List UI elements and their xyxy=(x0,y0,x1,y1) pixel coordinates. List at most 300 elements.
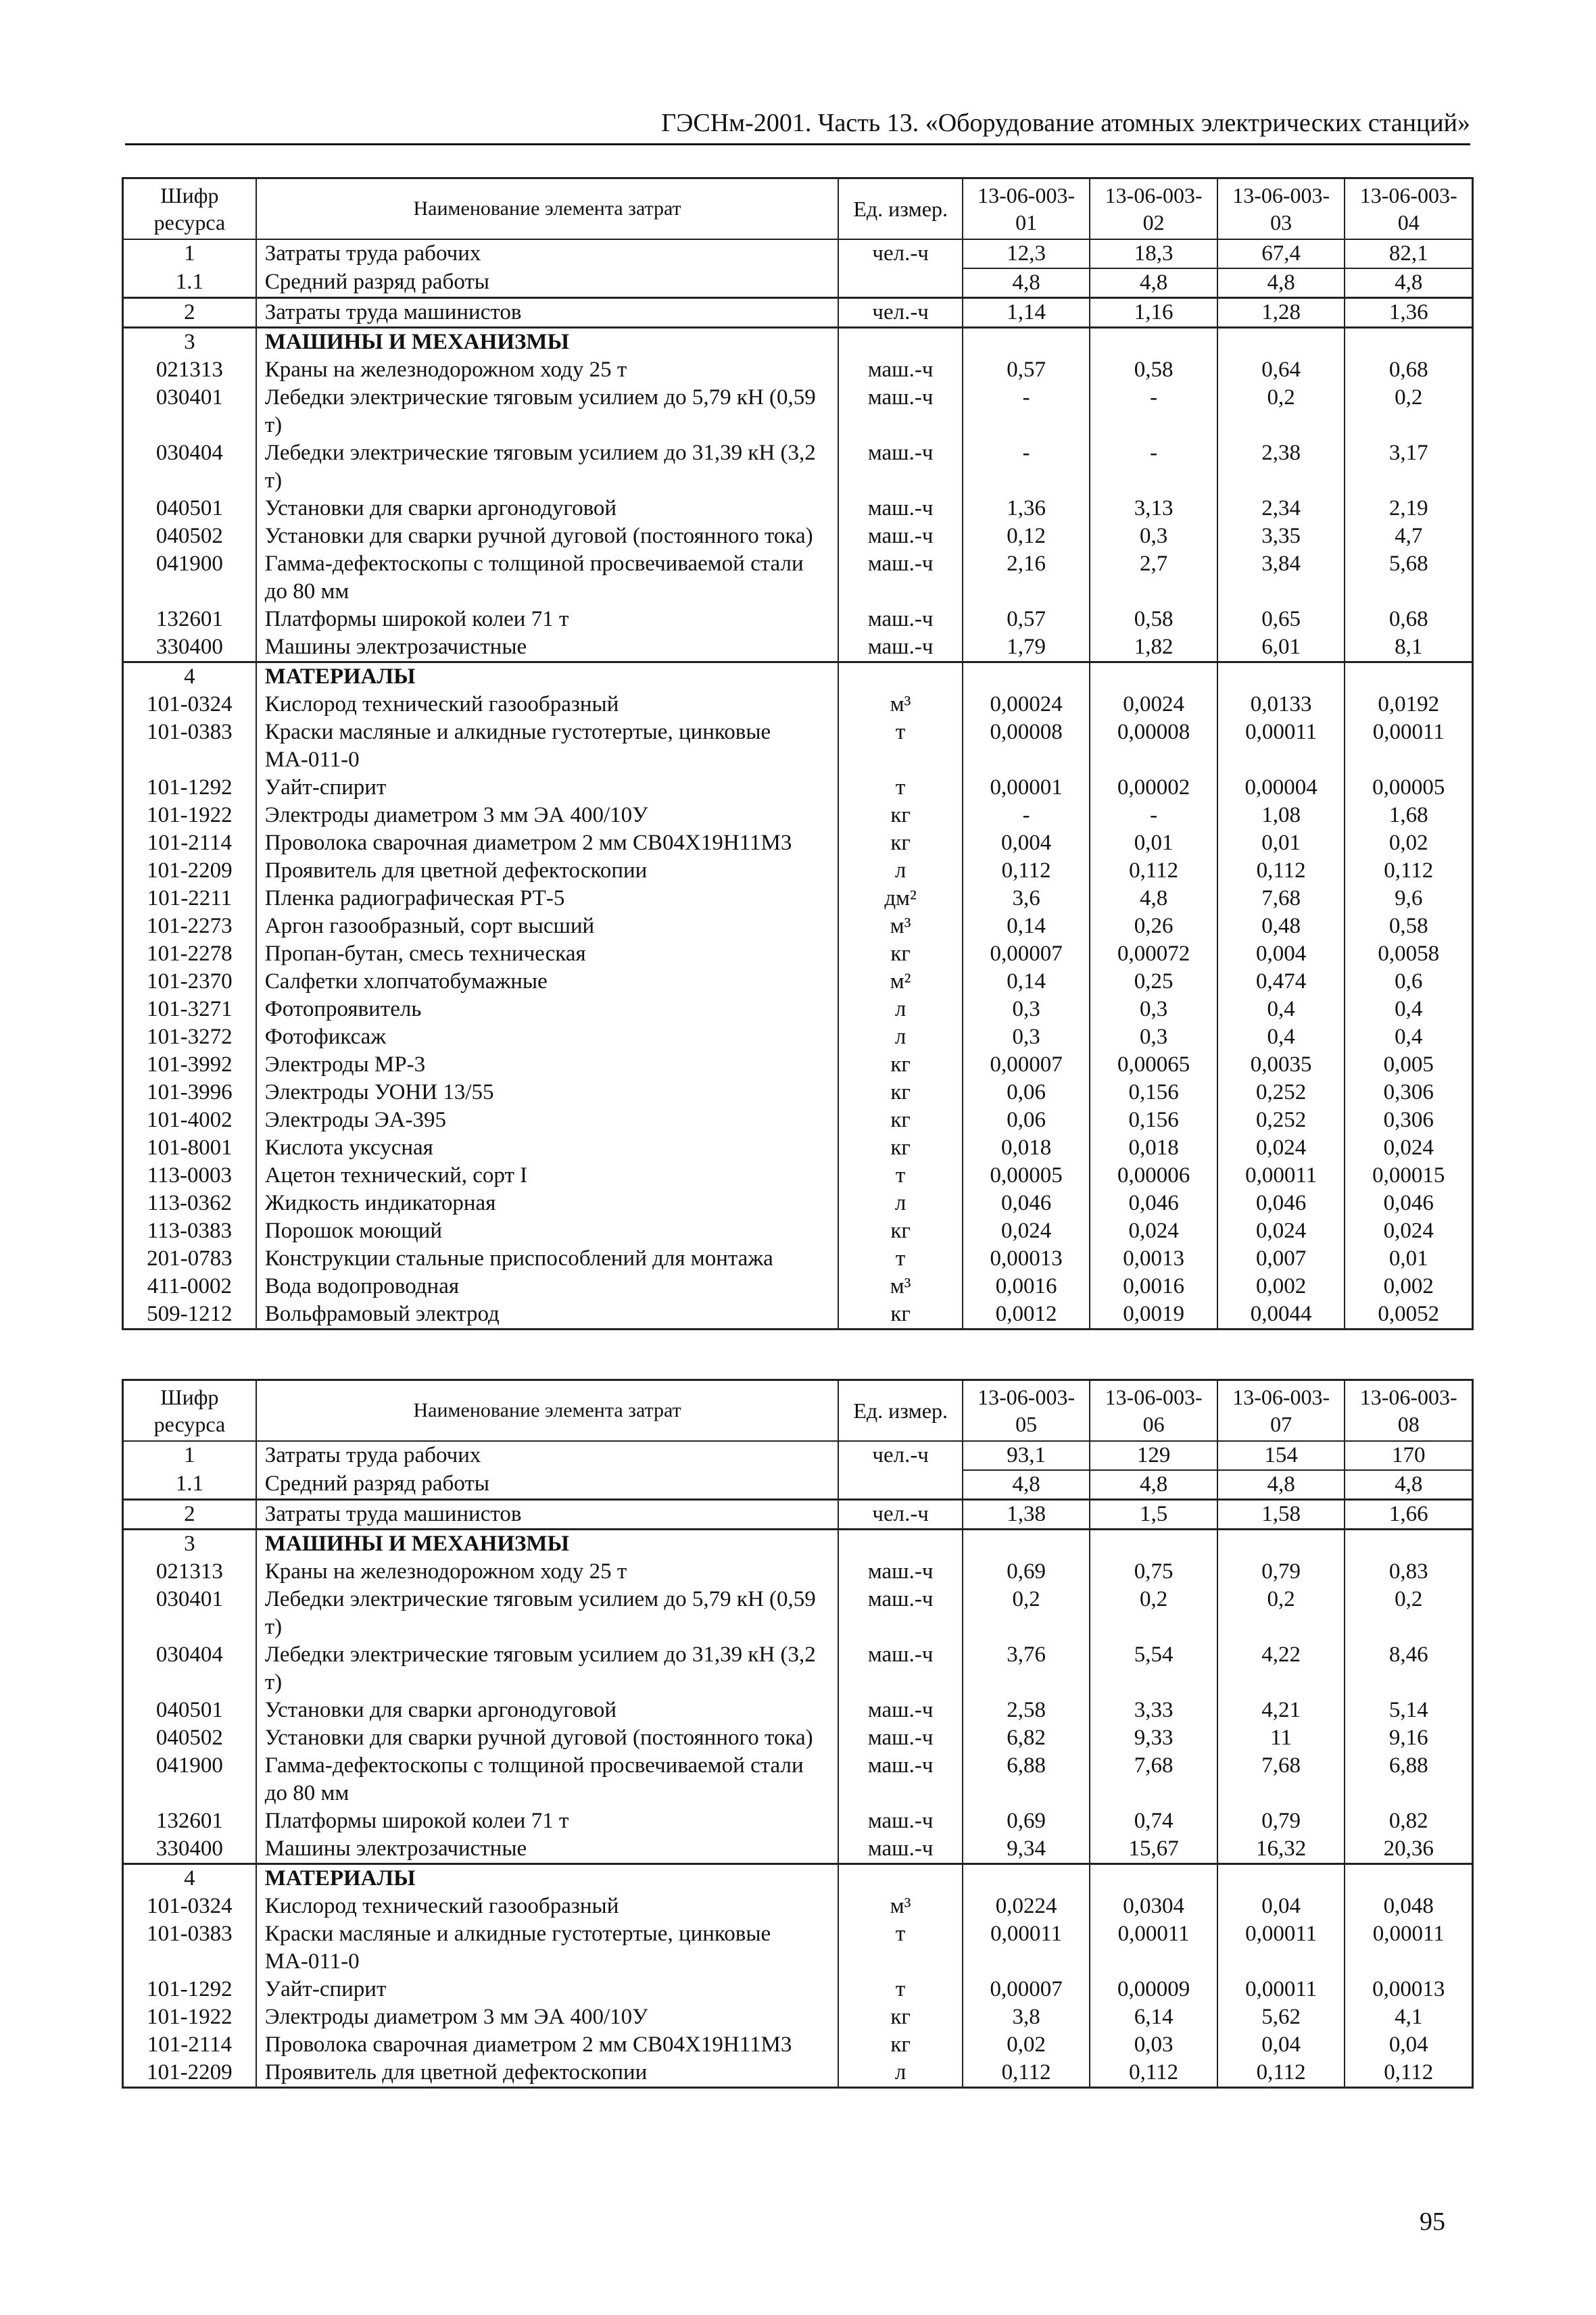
resource-code: 101-1292 xyxy=(123,774,256,802)
norm-value: 0,03 xyxy=(1090,2031,1217,2059)
norm-value: 0,156 xyxy=(1090,1079,1217,1106)
norm-value xyxy=(1090,328,1217,357)
norm-value: 0,0019 xyxy=(1090,1300,1217,1330)
norm-value: 0,00065 xyxy=(1090,1051,1217,1079)
norm-value: 0,65 xyxy=(1217,606,1345,633)
norm-value: 16,32 xyxy=(1217,1835,1345,1864)
norm-value: 170 xyxy=(1345,1441,1472,1470)
table-row xyxy=(123,1976,1473,2003)
resource-name: Салфетки хлопчатобумажные xyxy=(256,968,839,996)
norm-value: 0,252 xyxy=(1217,1079,1345,1106)
norm-value: 1,08 xyxy=(1217,802,1345,829)
resource-code: 1.1 xyxy=(123,1470,256,1500)
resource-name: Лебедки электрические тяговым усилием до 31,39 кН (3,2 т) xyxy=(256,439,839,495)
norm-value: 0,306 xyxy=(1345,1106,1472,1134)
norm-value: 0,112 xyxy=(1345,857,1472,885)
table-row xyxy=(123,662,1473,691)
norm-value: 5,54 xyxy=(1090,1641,1217,1697)
column-header-code: Шифр ресурса xyxy=(123,178,256,240)
unit: маш.-ч xyxy=(838,1724,962,1752)
norm-value: 4,8 xyxy=(1217,1470,1345,1500)
column-header-unit: Ед. измер. xyxy=(838,1380,962,1442)
table-row xyxy=(123,1245,1473,1273)
unit: маш.-ч xyxy=(838,1752,962,1807)
resource-name: Кислород технический газообразный xyxy=(256,1893,839,1920)
resource-name: Затраты труда рабочих xyxy=(256,1441,839,1470)
norm-value: 5,14 xyxy=(1345,1697,1472,1724)
norm-value: 4,7 xyxy=(1345,522,1472,550)
table-row xyxy=(123,1079,1473,1106)
column-header-norm-1: 13-06-003-01 xyxy=(963,178,1090,240)
table-row xyxy=(123,384,1473,439)
resource-name: Лебедки электрические тяговым усилием до 31,39 кН (3,2 т) xyxy=(256,1641,839,1697)
resource-name: Установки для сварки аргонодуговой xyxy=(256,1697,839,1724)
unit xyxy=(838,1530,962,1559)
unit xyxy=(838,268,962,298)
resource-name: Электроды диаметром 3 мм ЭА 400/10У xyxy=(256,802,839,829)
resource-name: Аргон газообразный, сорт высший xyxy=(256,912,839,940)
resource-name: Затраты труда машинистов xyxy=(256,298,839,328)
norm-value: 0,6 xyxy=(1345,968,1472,996)
norm-value: 0,046 xyxy=(1345,1190,1472,1217)
norm-value xyxy=(963,1864,1090,1893)
norm-value: - xyxy=(1090,802,1217,829)
norm-value: 0,00011 xyxy=(1090,1920,1217,1976)
resource-code: 101-2211 xyxy=(123,885,256,912)
norm-value: 0,82 xyxy=(1345,1807,1472,1835)
norm-value: 0,58 xyxy=(1345,912,1472,940)
resource-name: Вольфрамовый электрод xyxy=(256,1300,839,1330)
resource-code: 330400 xyxy=(123,633,256,662)
resource-name: Затраты труда машинистов xyxy=(256,1500,839,1530)
norm-value: 1,36 xyxy=(963,495,1090,522)
norm-value: 3,17 xyxy=(1345,439,1472,495)
norm-value: 4,8 xyxy=(1345,1470,1472,1500)
table-row xyxy=(123,328,1473,357)
norm-value: 1,14 xyxy=(963,298,1090,328)
column-header-norm-5: 13-06-003-05 xyxy=(963,1380,1090,1442)
resource-code: 040501 xyxy=(123,1697,256,1724)
norm-value: 0,3 xyxy=(1090,1023,1217,1051)
resource-name: Краски масляные и алкидные густотертые, цинковые МА-011-0 xyxy=(256,718,839,774)
norm-value: 7,68 xyxy=(1090,1752,1217,1807)
unit: кг xyxy=(838,1051,962,1079)
table-row xyxy=(123,1530,1473,1559)
resource-code: 201-0783 xyxy=(123,1245,256,1273)
column-header-norm-6: 13-06-003-06 xyxy=(1090,1380,1217,1442)
norm-value: 0,112 xyxy=(1217,2059,1345,2088)
norm-value: - xyxy=(963,384,1090,439)
norm-value: 2,16 xyxy=(963,550,1090,606)
unit xyxy=(838,328,962,357)
norm-value: - xyxy=(1090,439,1217,495)
norm-value: 0,2 xyxy=(1217,1586,1345,1641)
unit: т xyxy=(838,1245,962,1273)
norm-value: 0,0133 xyxy=(1217,691,1345,718)
norm-value: 0,004 xyxy=(1217,940,1345,968)
table-row xyxy=(123,1300,1473,1330)
table-row xyxy=(123,1051,1473,1079)
norm-value: 4,8 xyxy=(1345,268,1472,298)
norm-value: 0,3 xyxy=(963,996,1090,1023)
resource-name: Гамма-дефектоскопы с толщиной просвечиваемой стали до 80 мм xyxy=(256,550,839,606)
table-row xyxy=(123,1752,1473,1807)
resource-code: 3 xyxy=(123,1530,256,1559)
norm-value: 0,00011 xyxy=(1217,718,1345,774)
unit: л xyxy=(838,2059,962,2088)
norm-value: 0,00015 xyxy=(1345,1162,1472,1190)
norm-value: 0,00007 xyxy=(963,940,1090,968)
table-row xyxy=(123,968,1473,996)
resource-code: 1.1 xyxy=(123,268,256,298)
norm-value: 0,2 xyxy=(963,1586,1090,1641)
unit: маш.-ч xyxy=(838,522,962,550)
norm-value: 0,112 xyxy=(1217,857,1345,885)
norm-value: 0,26 xyxy=(1090,912,1217,940)
norm-value: 0,2 xyxy=(1217,384,1345,439)
norm-value: 0,57 xyxy=(963,606,1090,633)
resource-name: Краны на железнодорожном ходу 25 т xyxy=(256,356,839,384)
norm-value xyxy=(1217,328,1345,357)
unit: т xyxy=(838,1976,962,2003)
resource-name: Жидкость индикаторная xyxy=(256,1190,839,1217)
norm-value: 0,58 xyxy=(1090,606,1217,633)
resource-name: Средний разряд работы xyxy=(256,1470,839,1500)
norm-value: 1,82 xyxy=(1090,633,1217,662)
norm-value: 2,19 xyxy=(1345,495,1472,522)
unit: л xyxy=(838,857,962,885)
unit: маш.-ч xyxy=(838,1835,962,1864)
norm-value: 4,8 xyxy=(963,268,1090,298)
unit: чел.-ч xyxy=(838,1441,962,1470)
norm-value: 0,0052 xyxy=(1345,1300,1472,1330)
table-row xyxy=(123,2003,1473,2031)
norm-value: 0,64 xyxy=(1217,356,1345,384)
column-header-name: Наименование элемента затрат xyxy=(256,178,839,240)
norm-value xyxy=(963,1530,1090,1559)
norm-value: 0,04 xyxy=(1345,2031,1472,2059)
table-row xyxy=(123,1023,1473,1051)
norm-value: 0,79 xyxy=(1217,1558,1345,1586)
norm-value: 0,112 xyxy=(1090,2059,1217,2088)
norm-value: 0,3 xyxy=(1090,522,1217,550)
resource-code: 030401 xyxy=(123,384,256,439)
norm-value: 0,00008 xyxy=(1090,718,1217,774)
table-row xyxy=(123,1190,1473,1217)
norm-value: 6,01 xyxy=(1217,633,1345,662)
norm-value: 4,8 xyxy=(1217,268,1345,298)
resource-name: МАТЕРИАЛЫ xyxy=(256,1864,839,1893)
norm-value xyxy=(963,662,1090,691)
norm-value: 8,46 xyxy=(1345,1641,1472,1697)
table-row xyxy=(123,1217,1473,1245)
column-header-norm-2: 13-06-003-02 xyxy=(1090,178,1217,240)
unit: чел.-ч xyxy=(838,239,962,268)
norm-value: 0,002 xyxy=(1345,1273,1472,1300)
resource-name: Фотофиксаж xyxy=(256,1023,839,1051)
table-row xyxy=(123,2059,1473,2088)
table-row xyxy=(123,802,1473,829)
norm-value: 6,14 xyxy=(1090,2003,1217,2031)
norm-value: 0,25 xyxy=(1090,968,1217,996)
resource-code: 041900 xyxy=(123,550,256,606)
table-row xyxy=(123,1835,1473,1864)
norm-value: 3,13 xyxy=(1090,495,1217,522)
table-row xyxy=(123,239,1473,268)
table-row xyxy=(123,1920,1473,1976)
table-row xyxy=(123,298,1473,328)
norm-value: 0,00011 xyxy=(1217,1162,1345,1190)
unit: кг xyxy=(838,1079,962,1106)
norm-value xyxy=(1090,1864,1217,1893)
norm-value: 0,48 xyxy=(1217,912,1345,940)
unit: дм² xyxy=(838,885,962,912)
table-row xyxy=(123,1558,1473,1586)
table-row xyxy=(123,829,1473,857)
unit: маш.-ч xyxy=(838,495,962,522)
norm-value: 0,00002 xyxy=(1090,774,1217,802)
norm-value: 0,048 xyxy=(1345,1893,1472,1920)
resource-name: Лебедки электрические тяговым усилием до 5,79 кН (0,59 т) xyxy=(256,384,839,439)
norm-value: 1,36 xyxy=(1345,298,1472,328)
resource-code: 101-3271 xyxy=(123,996,256,1023)
table-row xyxy=(123,912,1473,940)
norm-value: 4,1 xyxy=(1345,2003,1472,2031)
unit: маш.-ч xyxy=(838,1697,962,1724)
norm-value: 0,01 xyxy=(1217,829,1345,857)
norm-value: 0,046 xyxy=(1090,1190,1217,1217)
norm-value: 6,88 xyxy=(1345,1752,1472,1807)
resource-name: Машины электрозачистные xyxy=(256,633,839,662)
table-row xyxy=(123,633,1473,662)
resource-code: 101-8001 xyxy=(123,1134,256,1162)
resource-name: Установки для сварки аргонодуговой xyxy=(256,495,839,522)
norm-value: 0,12 xyxy=(963,522,1090,550)
unit: кг xyxy=(838,1134,962,1162)
unit: м³ xyxy=(838,1893,962,1920)
norm-value: 93,1 xyxy=(963,1441,1090,1470)
norm-value: 0,306 xyxy=(1345,1079,1472,1106)
norm-value: 0,02 xyxy=(963,2031,1090,2059)
table-row xyxy=(123,268,1473,298)
norm-value: 1,79 xyxy=(963,633,1090,662)
resource-code: 101-2273 xyxy=(123,912,256,940)
resource-code: 113-0362 xyxy=(123,1190,256,1217)
resource-code: 040502 xyxy=(123,522,256,550)
norm-value: 0,01 xyxy=(1345,1245,1472,1273)
norm-value: 1,66 xyxy=(1345,1500,1472,1530)
norm-value: 0,00004 xyxy=(1217,774,1345,802)
resource-name: Пропан-бутан, смесь техническая xyxy=(256,940,839,968)
norm-value: 0,112 xyxy=(1345,2059,1472,2088)
norm-value: 0,0016 xyxy=(1090,1273,1217,1300)
resource-name: Затраты труда рабочих xyxy=(256,239,839,268)
unit: м³ xyxy=(838,691,962,718)
norm-value: 129 xyxy=(1090,1441,1217,1470)
table-row xyxy=(123,1807,1473,1835)
table-row xyxy=(123,857,1473,885)
unit: маш.-ч xyxy=(838,1641,962,1697)
norm-value: - xyxy=(1090,384,1217,439)
table-row xyxy=(123,1162,1473,1190)
norm-value: 0,57 xyxy=(963,356,1090,384)
norm-value: 82,1 xyxy=(1345,239,1472,268)
norm-value: - xyxy=(963,802,1090,829)
resource-code: 101-4002 xyxy=(123,1106,256,1134)
norm-value: 2,34 xyxy=(1217,495,1345,522)
unit: маш.-ч xyxy=(838,439,962,495)
table-row xyxy=(123,718,1473,774)
table-row xyxy=(123,1106,1473,1134)
resource-code: 040502 xyxy=(123,1724,256,1752)
resource-name: Установки для сварки ручной дуговой (постоянного тока) xyxy=(256,522,839,550)
norm-value: 5,62 xyxy=(1217,2003,1345,2031)
unit: кг xyxy=(838,802,962,829)
unit: м² xyxy=(838,968,962,996)
norm-value: 4,8 xyxy=(1090,1470,1217,1500)
norm-value xyxy=(1345,662,1472,691)
norm-value: 0,474 xyxy=(1217,968,1345,996)
unit: л xyxy=(838,1023,962,1051)
norm-value: 0,00005 xyxy=(1345,774,1472,802)
resource-name: Проявитель для цветной дефектоскопии xyxy=(256,2059,839,2088)
norm-value: 0,252 xyxy=(1217,1106,1345,1134)
norm-value: 0,024 xyxy=(1345,1134,1472,1162)
resource-code: 411-0002 xyxy=(123,1273,256,1300)
resource-name: Конструкции стальные приспособлений для монтажа xyxy=(256,1245,839,1273)
document-title: ГЭСНм-2001. Часть 13. «Оборудование атомных электрических станций» xyxy=(661,109,1470,137)
norm-value: 0,75 xyxy=(1090,1558,1217,1586)
table-row xyxy=(123,495,1473,522)
resource-code: 101-2114 xyxy=(123,829,256,857)
unit: кг xyxy=(838,1217,962,1245)
norm-value: 0,01 xyxy=(1090,829,1217,857)
norm-value: 0,004 xyxy=(963,829,1090,857)
column-header-norm-3: 13-06-003-03 xyxy=(1217,178,1345,240)
norm-value: 0,0013 xyxy=(1090,1245,1217,1273)
unit: маш.-ч xyxy=(838,550,962,606)
resource-name: Средний разряд работы xyxy=(256,268,839,298)
norm-value: 0,06 xyxy=(963,1106,1090,1134)
resource-name: Фотопроявитель xyxy=(256,996,839,1023)
norm-value: 0,4 xyxy=(1345,996,1472,1023)
resource-code: 030404 xyxy=(123,1641,256,1697)
unit: чел.-ч xyxy=(838,298,962,328)
unit: л xyxy=(838,1190,962,1217)
norm-value: 0,00011 xyxy=(1217,1976,1345,2003)
norm-value: 0,00011 xyxy=(1345,1920,1472,1976)
norm-value: 1,16 xyxy=(1090,298,1217,328)
norm-value: 6,88 xyxy=(963,1752,1090,1807)
norm-value: 0,00011 xyxy=(1345,718,1472,774)
resource-name: Вода водопроводная xyxy=(256,1273,839,1300)
norm-value: 0,3 xyxy=(963,1023,1090,1051)
resource-code: 3 xyxy=(123,328,256,357)
norm-value xyxy=(1217,1530,1345,1559)
norm-value: 0,00013 xyxy=(1345,1976,1472,2003)
norm-value: 0,005 xyxy=(1345,1051,1472,1079)
resource-code: 101-2370 xyxy=(123,968,256,996)
resource-name: Машины электрозачистные xyxy=(256,1835,839,1864)
norm-value: 3,33 xyxy=(1090,1697,1217,1724)
norm-value: 12,3 xyxy=(963,239,1090,268)
norm-value: 0,00001 xyxy=(963,774,1090,802)
norm-value: 20,36 xyxy=(1345,1835,1472,1864)
norm-value: 0,0224 xyxy=(963,1893,1090,1920)
norm-value: 0,02 xyxy=(1345,829,1472,857)
norm-value: 0,024 xyxy=(1090,1217,1217,1245)
norm-value: 0,00013 xyxy=(963,1245,1090,1273)
norm-value: 0,0192 xyxy=(1345,691,1472,718)
resource-name: Установки для сварки ручной дуговой (постоянного тока) xyxy=(256,1724,839,1752)
table-row xyxy=(123,885,1473,912)
norm-value: 0,74 xyxy=(1090,1807,1217,1835)
table-body xyxy=(123,239,1473,1330)
norm-value: 0,0304 xyxy=(1090,1893,1217,1920)
norm-value: 0,024 xyxy=(963,1217,1090,1245)
resource-name: Кислород технический газообразный xyxy=(256,691,839,718)
unit: кг xyxy=(838,829,962,857)
norm-value: 0,00024 xyxy=(963,691,1090,718)
norm-value: 0,83 xyxy=(1345,1558,1472,1586)
table-row xyxy=(123,940,1473,968)
resource-name: МАШИНЫ И МЕХАНИЗМЫ xyxy=(256,1530,839,1559)
table-row xyxy=(123,356,1473,384)
norm-value: 0,14 xyxy=(963,912,1090,940)
norm-value: 18,3 xyxy=(1090,239,1217,268)
unit: т xyxy=(838,1920,962,1976)
resource-code: 101-2114 xyxy=(123,2031,256,2059)
norm-value: 2,58 xyxy=(963,1697,1090,1724)
resource-name: Краны на железнодорожном ходу 25 т xyxy=(256,1558,839,1586)
resource-code: 040501 xyxy=(123,495,256,522)
norm-value: 0,00007 xyxy=(963,1976,1090,2003)
norm-value: 0,00011 xyxy=(963,1920,1090,1976)
resource-code: 1 xyxy=(123,239,256,268)
norm-value xyxy=(963,328,1090,357)
norm-value: 7,68 xyxy=(1217,1752,1345,1807)
norm-value: 9,33 xyxy=(1090,1724,1217,1752)
norm-value: 9,34 xyxy=(963,1835,1090,1864)
norm-value: 3,76 xyxy=(963,1641,1090,1697)
norm-value: 11 xyxy=(1217,1724,1345,1752)
resource-code: 021313 xyxy=(123,1558,256,1586)
resource-code: 030401 xyxy=(123,1586,256,1641)
page-header xyxy=(125,108,1470,145)
norm-value: 0,112 xyxy=(1090,857,1217,885)
unit: т xyxy=(838,774,962,802)
resource-name: Порошок моющий xyxy=(256,1217,839,1245)
norm-value: 0,0024 xyxy=(1090,691,1217,718)
norm-value: 0,2 xyxy=(1345,384,1472,439)
resource-code: 4 xyxy=(123,662,256,691)
norm-value: 1,38 xyxy=(963,1500,1090,1530)
norm-value: 0,024 xyxy=(1217,1217,1345,1245)
unit: кг xyxy=(838,940,962,968)
resource-name: Электроды диаметром 3 мм ЭА 400/10У xyxy=(256,2003,839,2031)
resource-code: 2 xyxy=(123,1500,256,1530)
resource-name: Уайт-спирит xyxy=(256,1976,839,2003)
resource-code: 113-0383 xyxy=(123,1217,256,1245)
norm-value: 154 xyxy=(1217,1441,1345,1470)
norm-value: 0,00007 xyxy=(963,1051,1090,1079)
table-body xyxy=(123,1441,1473,2088)
norm-value: 0,2 xyxy=(1090,1586,1217,1641)
norm-value xyxy=(1217,662,1345,691)
norm-value: 6,82 xyxy=(963,1724,1090,1752)
resource-code: 1 xyxy=(123,1441,256,1470)
table-header-row xyxy=(123,1380,1473,1442)
